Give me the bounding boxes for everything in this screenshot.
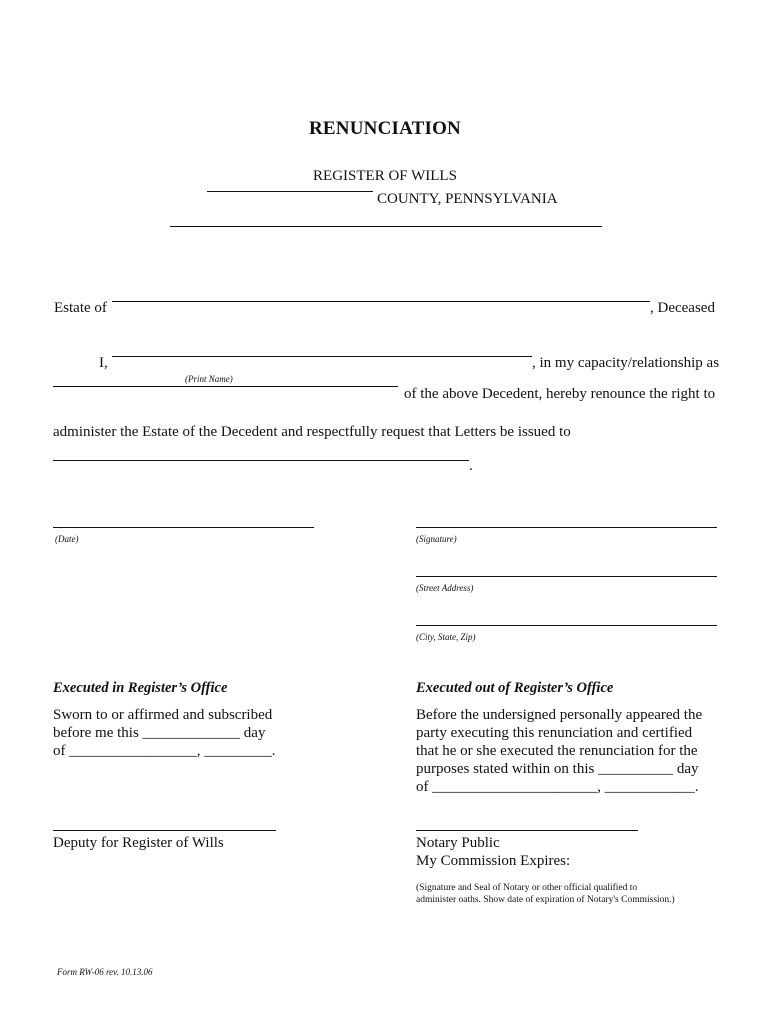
left-block-line1: Sworn to or affirmed and subscribed [53, 707, 273, 723]
left-block-line3: of _________________, _________. [53, 743, 276, 759]
right-block-line1: Before the undersigned personally appeared the [416, 707, 703, 723]
deputy-label: Deputy for Register of Wills [53, 835, 224, 851]
decedent-text: of the above Decedent, hereby renounce the right to [404, 386, 716, 402]
signature-caption: (Signature) [416, 534, 457, 544]
estate-name-line[interactable] [112, 301, 650, 302]
notary-note-line1: (Signature and Seal of Notary or other official qualified to [416, 883, 638, 893]
notary-note-line2: administer oaths. Show date of expiration of Notary's Commission.) [416, 895, 675, 905]
left-block-heading: Executed in Register’s Office [53, 680, 228, 696]
administer-text: administer the Estate of the Decedent and respectfully request that Letters be issued to [53, 424, 571, 440]
relationship-line[interactable] [53, 386, 398, 387]
register-of-wills-line: REGISTER OF WILLS [313, 168, 457, 184]
commission-expires-label: My Commission Expires: [416, 853, 571, 869]
right-block-heading: Executed out of Register’s Office [416, 680, 614, 696]
capacity-label: , in my capacity/relationship as [532, 355, 720, 371]
notary-signature-line[interactable] [416, 830, 638, 831]
deputy-signature-line[interactable] [53, 830, 276, 831]
i-label: I, [99, 355, 108, 371]
signature-line[interactable] [416, 527, 717, 528]
estate-of-label: Estate of [54, 300, 107, 316]
city-state-zip-caption: (City, State, Zip) [416, 632, 476, 642]
street-address-caption: (Street Address) [416, 583, 474, 593]
form-title: RENUNCIATION [309, 118, 461, 139]
left-block-line2: before me this _____________ day [53, 725, 266, 741]
print-name-caption: (Print Name) [185, 374, 233, 384]
right-block-line2: party executing this renunciation and certified [416, 725, 693, 741]
county-label: COUNTY, PENNSYLVANIA [377, 191, 558, 207]
letters-issued-to-line[interactable] [53, 460, 469, 461]
right-block-line4: purposes stated within on this __________ day [416, 761, 699, 777]
header-blank-line[interactable] [170, 226, 602, 227]
county-name-line[interactable] [207, 191, 373, 192]
print-name-line[interactable] [112, 356, 532, 357]
deceased-label: , Deceased [650, 300, 715, 316]
notary-public-label: Notary Public [416, 835, 500, 851]
right-block-line5: of ______________________, ____________. [416, 779, 699, 795]
right-block-line3: that he or she executed the renunciation for the [416, 743, 698, 759]
street-address-line[interactable] [416, 576, 717, 577]
period-mark: . [469, 458, 473, 474]
date-caption: (Date) [55, 534, 79, 544]
form-number-footer: Form RW-06 rev. 10.13.06 [57, 967, 153, 977]
city-state-zip-line[interactable] [416, 625, 717, 626]
date-line[interactable] [53, 527, 314, 528]
